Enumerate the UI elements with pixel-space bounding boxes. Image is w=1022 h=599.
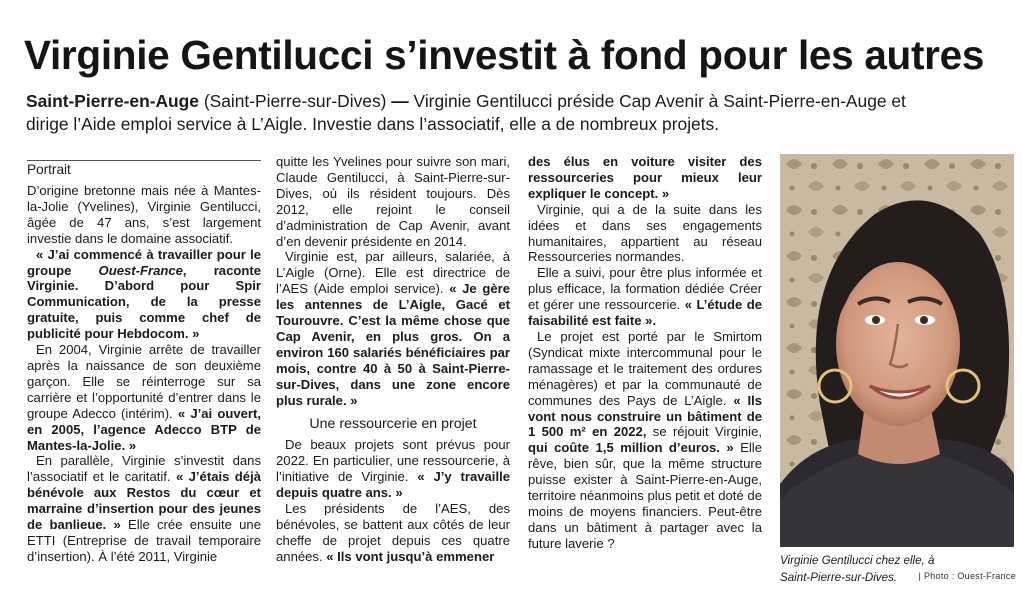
text: En 2004, Virginie arrête de travailler après la naissance de son deuxième garçon. Elle se réinterroge sur sa carrière et l’opportunité d’entrer dans le groupe Adecco (intérim).	[27, 342, 261, 421]
text: Elle rêve, bien sûr, que la même structure puisse exister à Saint-Pierre-en-Auge, territoire néanmoins plus petit et doté de moins de moyens financiers. Peut-être dans un bâtiment à partager avec la future laverie ?	[528, 440, 762, 551]
portrait-illustration	[780, 154, 1014, 547]
subheading: Une ressourcerie en projet	[309, 415, 477, 432]
quote: « J’ai commencé à travailler pour le groupe	[27, 246, 261, 278]
col1-paragraph-3	[27, 342, 261, 453]
col2-paragraph-1: quitte les Yvelines pour suivre son mari, Claude Gentilucci, à Saint-Pierre-sur-Dives, où ils résident toujours. Dès 2012, elle rejoint le conseil d’administration de Cap Avenir, avant d’en devenir présidente en 2014.	[276, 154, 510, 249]
quote: « Je gère les antennes de L’Aigle, Gacé et Tourouvre. C’est la même chose que Cap Avenir, en plus gros. On a environ 160 salariés bénéficiaires par mois, contre 40 à 50 à Saint-Pierre-sur-Dives, dans une zone encore plus rurale. »	[276, 281, 510, 408]
text: Les présidents de l’AES, des bénévoles, se battent aux côtés de leur cheffe de projet depuis ces quatre années.	[276, 501, 510, 564]
col3-paragraph-4	[528, 329, 762, 552]
col3-paragraph-1	[528, 154, 762, 202]
caption-line-1: Virginie Gentilucci chez elle, à	[780, 554, 935, 567]
quote: « J’ai ouvert, en 2005, l’agence Adecco BTP de Mantes-la-Jolie. »	[27, 405, 261, 453]
text: Elle crée ensuite une ETTI (Entreprise de travail temporaire d’insertion). À l’été 2011, Virginie	[27, 517, 261, 564]
lead-place: Saint-Pierre-en-Auge	[26, 91, 199, 111]
newspaper-name: Ouest-France	[98, 262, 183, 278]
col2-paragraph-3	[276, 437, 510, 501]
col3-paragraph-3	[528, 265, 762, 329]
lead-text: Virginie Gentilucci préside Cap Avenir à Saint-Pierre-en-Auge et dirige l’Aide emploi service à L’Aigle. Investie dans l’associatif, elle a de nombreux projets.	[26, 91, 906, 134]
lead-dash: —	[386, 91, 414, 111]
quote: , raconte Virginie	[27, 262, 261, 294]
lead-paragraph	[26, 90, 926, 136]
text: En parallèle, Virginie s’investit dans l’associatif et le caritatif.	[27, 453, 261, 485]
col2-paragraph-2	[276, 249, 510, 408]
photo-credit: | Photo : Ouest-France	[918, 571, 1016, 581]
text: Virginie est, par ailleurs, salariée, à L’Aigle (Orne). Elle est directrice de l’AES (Aide emploi service).	[276, 249, 510, 297]
quote: . D’abord pour Spir Communication, de la presse gratuite, puis comme chef de publicité pour Hebdocom. »	[27, 278, 261, 342]
lead-place-detail: (Saint-Pierre-sur-Dives)	[203, 91, 387, 111]
col1-paragraph-2	[27, 247, 261, 342]
article-column-1	[27, 160, 261, 565]
quote: « J’étais déjà bénévole aux Restos du cœur et marraine d’insertion pour des jeunes de banlieue. »	[27, 469, 261, 533]
text: se réjouit Virginie,	[646, 424, 762, 440]
col2-paragraph-4	[276, 501, 510, 565]
quote: « Ils vont nous construire un bâtiment de 1 500 m² en 2022,	[528, 392, 763, 440]
article-column-3	[528, 154, 762, 552]
text: De beaux projets sont prévus pour 2022. En particulier, une ressourcerie, à l’initiative de Virginie.	[276, 437, 510, 485]
quote: qui coûte 1,5 million d’euros. »	[528, 440, 734, 456]
rubric-label: Portrait	[27, 160, 261, 179]
quote: « Ils vont jusqu’à emmener	[326, 548, 495, 564]
col1-paragraph-4	[27, 453, 261, 564]
col1-paragraph-1: D’origine bretonne mais née à Mantes-la-Jolie (Yvelines), Virginie Gentilucci, âgée de 47 ans, s’est largement investie dans le domaine associatif.	[27, 183, 261, 246]
headline: Virginie Gentilucci s’investit à fond pour les autres	[24, 32, 985, 78]
caption-line-2: Saint-Pierre-sur-Dives.	[780, 571, 898, 584]
col3-paragraph-2: Virginie, qui a de la suite dans les idées et dans ses engagements humanitaires, appartient au réseau Ressourceries normandes.	[528, 201, 762, 265]
portrait-photo	[780, 154, 1014, 547]
quote: « L’étude de faisabilité est faite ».	[528, 297, 762, 329]
quote: « J’y travaille depuis quatre ans. »	[276, 469, 510, 501]
text: Elle a suivi, pour être plus informée et plus efficace, la formation dédiée Créer et gérer une ressourcerie.	[528, 265, 762, 313]
text: Le projet est porté par le Smirtom (Syndicat mixte intercommunal pour le ramassage et le traitement des ordures ménagères) et par la communauté de communes des Pays de L’Aigle.	[528, 328, 762, 408]
article-column-2	[276, 154, 510, 565]
quote: des élus en voiture visiter des ressourceries pour mieux leur expliquer le concept. »	[528, 154, 762, 201]
